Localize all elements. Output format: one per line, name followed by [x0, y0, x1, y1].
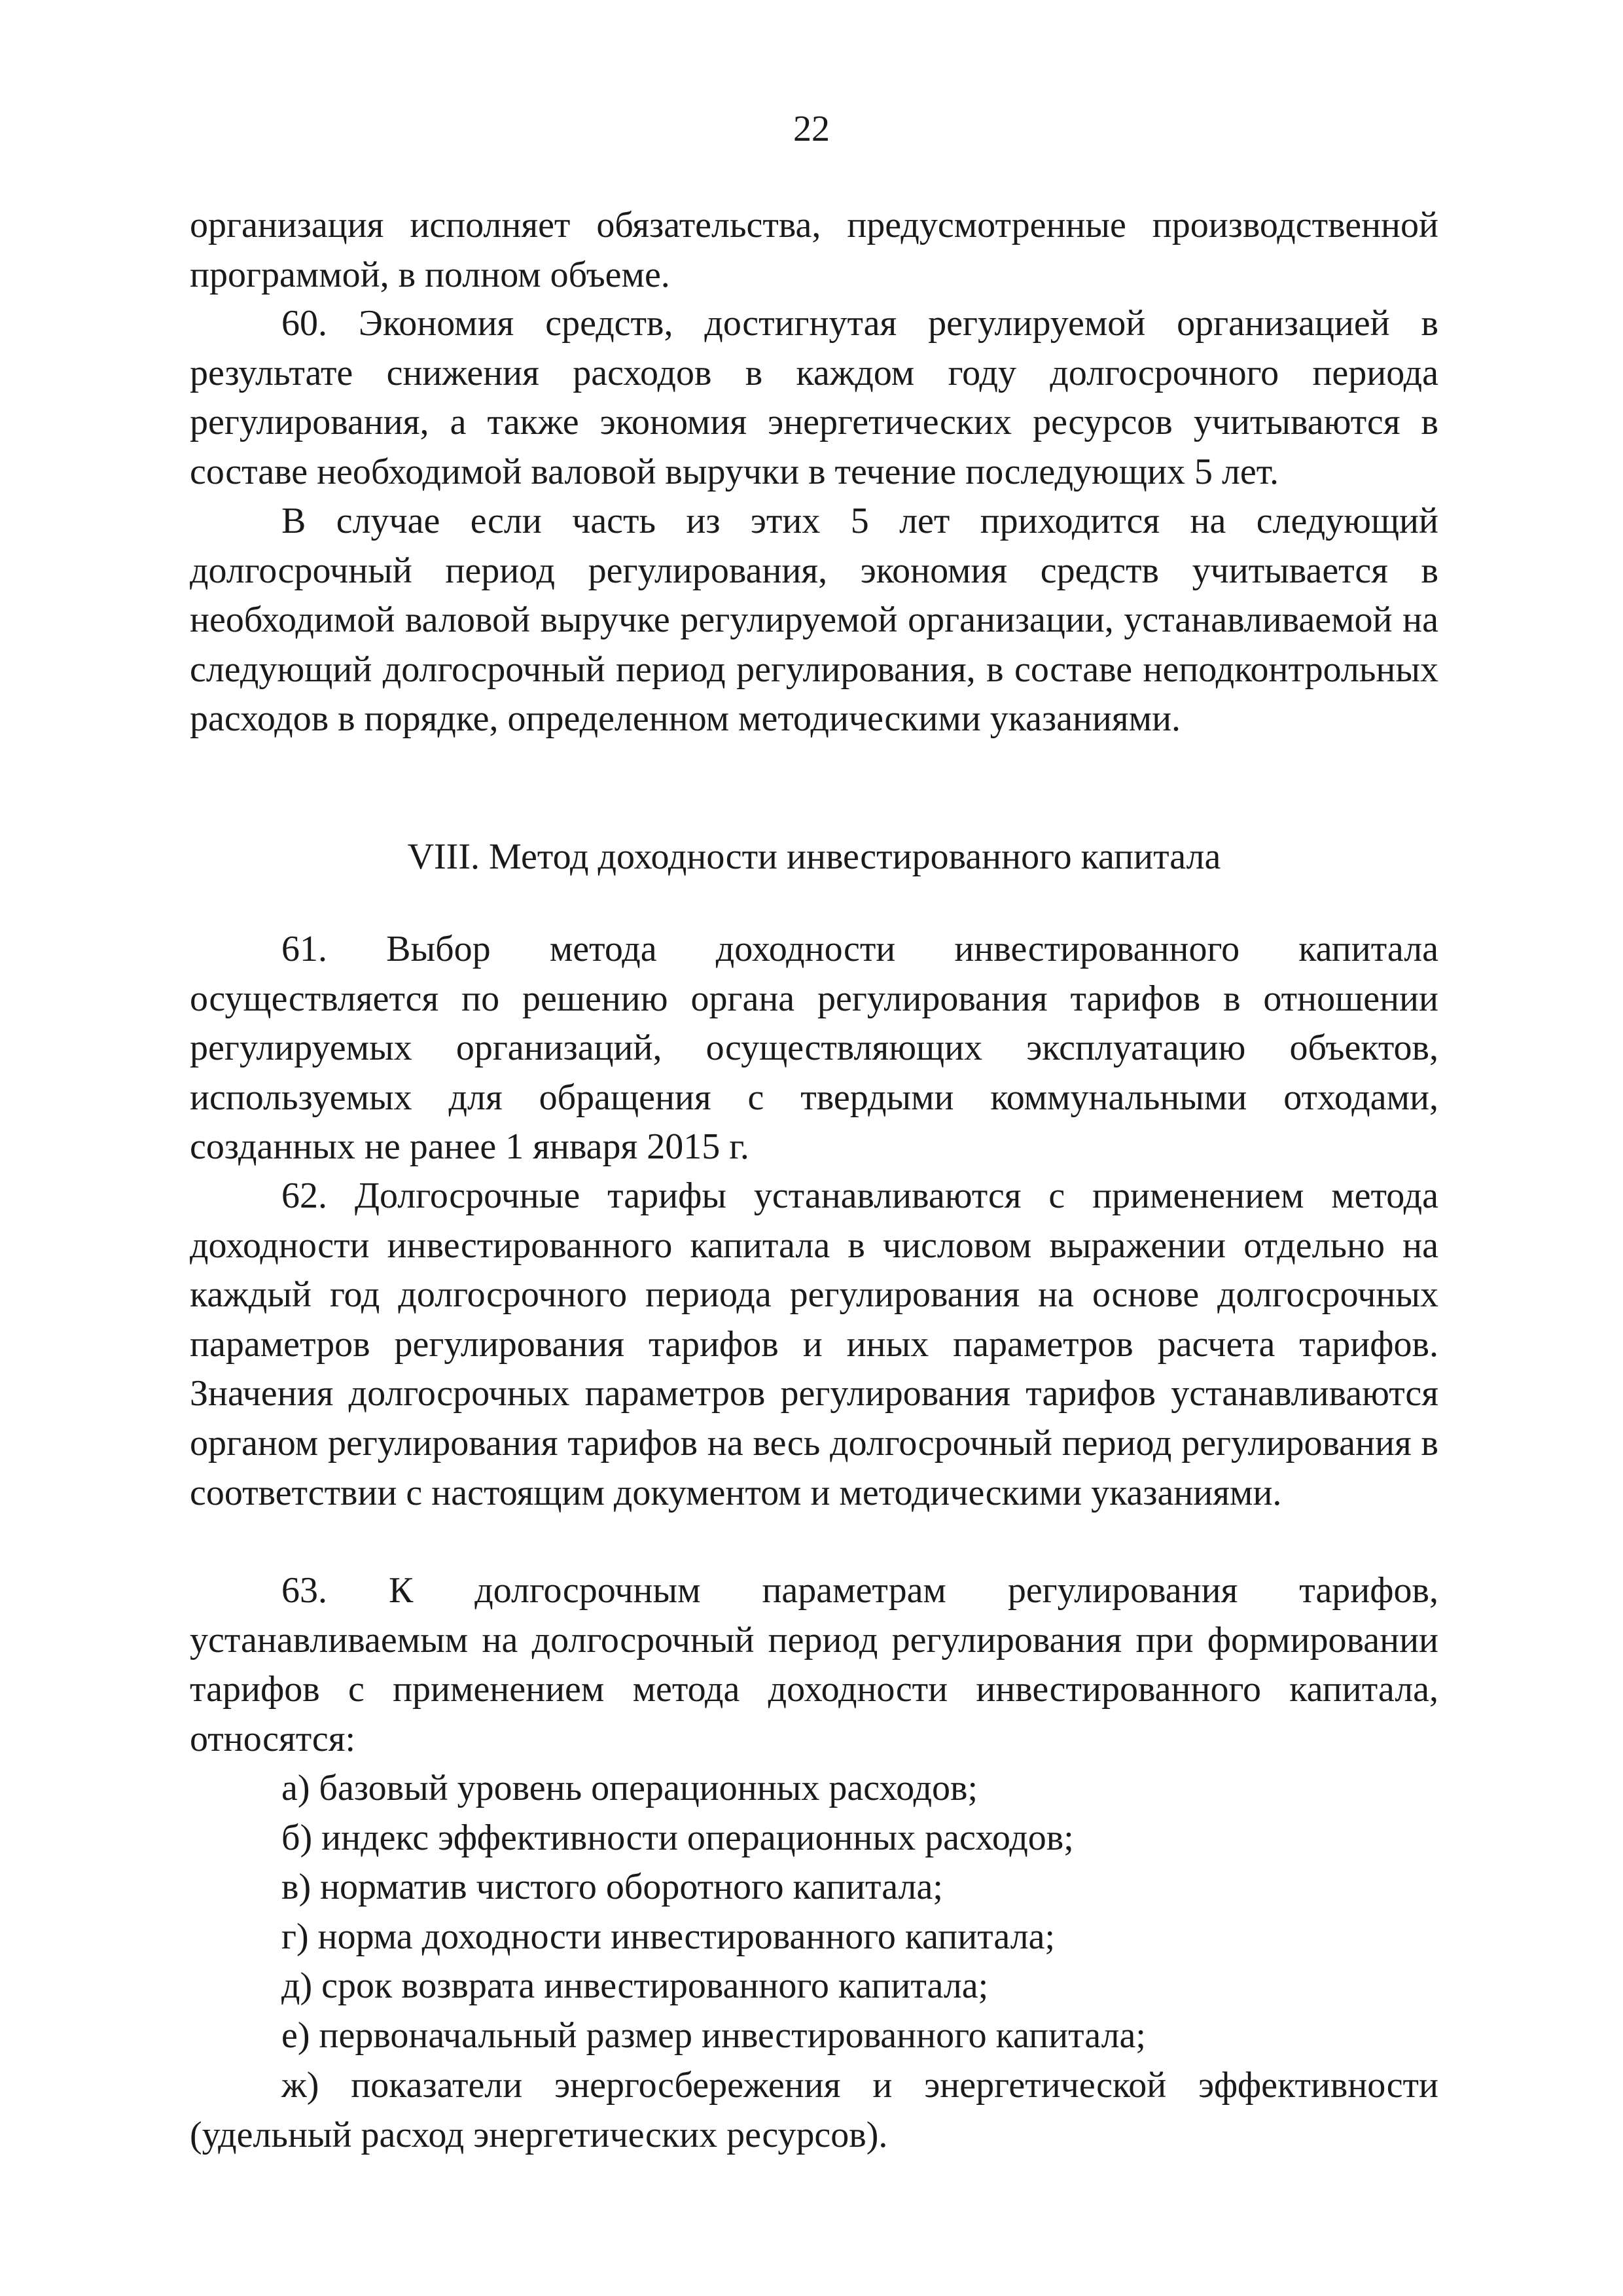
paragraph-61: [190, 925, 1438, 1172]
paragraph-text: В случае если часть из этих 5 лет приходится на следующий долгосрочный период регулирования, экономия средств учитывается в необходимой валовой выручке регулируемой организации, устанавливаемой на следующий долгосрочный период регулирования, в составе неподконтрольных расходов в порядке, определенном методическими указаниями.: [190, 501, 1438, 740]
list-item-g: г) норма доходности инвестированного капитала;: [281, 1916, 1056, 1957]
paragraph-text: 63. К долгосрочным параметрам регулирования тарифов, устанавливаемым на долгосрочный период регулирования при формировании тарифов с применением метода доходности инвестированного капитала, относятся:: [190, 1570, 1438, 1759]
list-item-zh: ж) показатели энергосбережения и энергетической эффективности (удельный расход энергетических ресурсов).: [190, 2065, 1438, 2155]
list-item-b: б) индекс эффективности операционных расходов;: [281, 1817, 1074, 1858]
paragraph-text: организация исполняет обязательства, предусмотренные производственной программой, в полном объеме.: [190, 205, 1438, 295]
paragraph-text: 61. Выбор метода доходности инвестированного капитала осуществляется по решению органа регулирования тарифов в отношении регулируемых организаций, осуществляющих эксплуатацию объектов, используемых для обращения с твердыми коммунальными отходами, созданных не ранее 1 января 2015 г.: [190, 929, 1438, 1168]
paragraph-62: [190, 1172, 1438, 1518]
section-heading-block: [190, 833, 1438, 882]
paragraph-60-b: [190, 497, 1438, 744]
paragraph-63: [190, 1566, 1438, 1764]
paragraph-text: 60. Экономия средств, достигнутая регулируемой организацией в результате снижения расходов в каждом году долгосрочного периода регулирования, а также экономия энергетических ресурсов учитываются в составе необходимой валовой выручки в течение последующих 5 лет.: [190, 303, 1438, 492]
parameter-list: [190, 1764, 1438, 2061]
section-heading: VIII. Метод доходности инвестированного капитала: [407, 836, 1221, 877]
paragraph-text: 62. Долгосрочные тарифы устанавливаются с применением метода доходности инвестированного капитала в числовом выражении отдельно на каждый год долгосрочного периода регулирования на основе долгосрочных параметров регулирования тарифов и иных параметров расчета тарифов. Значения долгосрочных параметров регулирования тарифов устанавливаются органом регулирования тарифов на весь долгосрочный период регулирования в соответствии с настоящим документом и методическими указаниями.: [190, 1175, 1438, 1513]
list-item-v: в) норматив чистого оборотного капитала;: [281, 1867, 943, 1908]
page-number: 22: [793, 109, 830, 149]
list-item-a: а) базовый уровень операционных расходов;: [281, 1768, 978, 1808]
list-item-d: д) срок возврата инвестированного капитала;: [281, 1965, 989, 2007]
paragraph-continuation: [190, 201, 1438, 300]
paragraph-60: [190, 299, 1438, 497]
list-item-e: е) первоначальный размер инвестированного капитала;: [281, 2015, 1146, 2056]
list-item-zh-block: [190, 2061, 1438, 2160]
